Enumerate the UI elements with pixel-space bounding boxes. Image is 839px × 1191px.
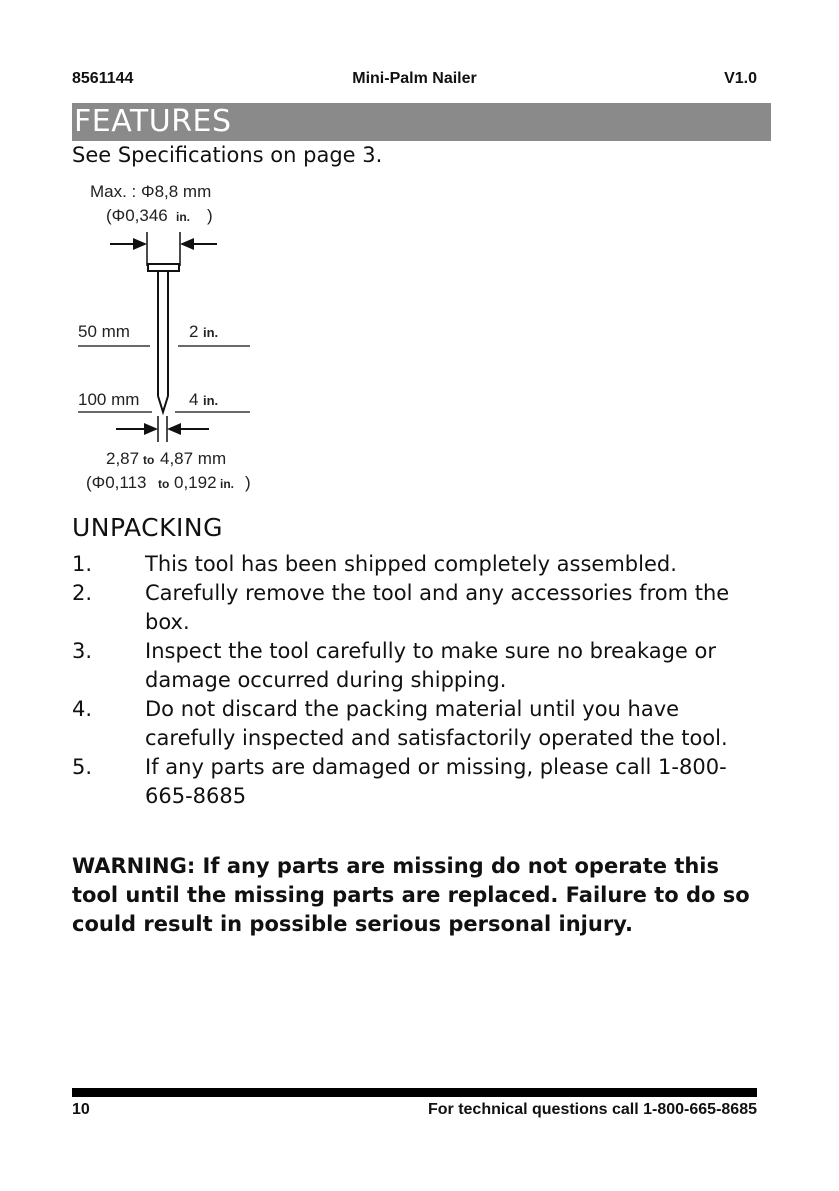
max-diameter-label: Max. : Φ8,8 mm — [90, 182, 212, 201]
features-heading-band — [72, 103, 771, 141]
max-diameter-inch-value: (Φ0,346 — [106, 206, 168, 225]
head-width-arrows — [110, 232, 217, 266]
length-2in-unit: in. — [203, 325, 219, 340]
shank-mm-min: 2,87 — [106, 449, 140, 468]
footer-rule — [72, 1088, 757, 1097]
page-header — [72, 70, 757, 92]
shank-inch-max: 0,192 — [174, 473, 217, 492]
list-item — [72, 550, 772, 579]
unpacking-list — [72, 550, 772, 811]
length-2in-value: 2 — [189, 322, 199, 341]
max-diameter-inch-unit: in. — [176, 210, 190, 224]
list-item-text: Do not discard the packing material until you have carefully inspected and satisfactorily operated the tool. — [145, 697, 728, 750]
length-4in-unit: in. — [203, 393, 219, 408]
shank-inch-unit: in. — [220, 477, 234, 491]
support-contact: For technical questions call 1-800-665-8685 — [427, 1101, 757, 1118]
nail-dimension-diagram — [72, 176, 292, 506]
length-4in-value: 4 — [189, 390, 199, 409]
list-item-text: If any parts are damaged or missing, please call 1-800-665-8685 — [145, 755, 727, 808]
list-item-number: 4. — [72, 697, 93, 721]
features-intro: See Specifications on page 3. — [72, 143, 383, 167]
list-item-number: 3. — [72, 639, 93, 663]
max-diameter-inch-close: ) — [207, 206, 213, 225]
shank-width-arrows — [116, 416, 209, 442]
list-item-text: Inspect the tool carefully to make sure no breakage or damage occurred during shipping. — [145, 639, 717, 692]
list-item-text: This tool has been shipped completely assembled. — [145, 552, 677, 576]
shank-inch-open: (Φ0,113 — [86, 473, 147, 492]
shank-mm-max: 4,87 mm — [160, 449, 227, 468]
warning-text: WARNING: If any parts are missing do not operate this tool until the missing parts are replaced. Failure to do so could result in possible serious personal injury. — [72, 854, 750, 936]
length-50mm-label: 50 mm — [78, 322, 130, 341]
list-item-text: Carefully remove the tool and any accessories from the box. — [145, 581, 730, 634]
nail-shape — [148, 264, 179, 412]
page-footer — [72, 1101, 757, 1123]
features-heading: FEATURES — [74, 104, 232, 139]
unpacking-heading: UNPACKING — [72, 513, 223, 542]
list-item-number: 1. — [72, 552, 93, 576]
shank-to-mm: to — [143, 453, 155, 467]
version-label: V1.0 — [724, 70, 757, 87]
model-number: 8561144 — [72, 70, 134, 87]
list-item-number: 2. — [72, 581, 93, 605]
list-item — [72, 695, 772, 753]
list-item — [72, 637, 772, 695]
shank-to-inch: to — [158, 477, 170, 491]
shank-inch-close: ) — [245, 473, 251, 492]
list-item — [72, 753, 772, 811]
product-title: Mini-Palm Nailer — [352, 70, 477, 87]
page-number: 10 — [72, 1101, 90, 1118]
list-item — [72, 579, 772, 637]
list-item-number: 5. — [72, 755, 93, 779]
length-100mm-label: 100 mm — [78, 390, 140, 409]
